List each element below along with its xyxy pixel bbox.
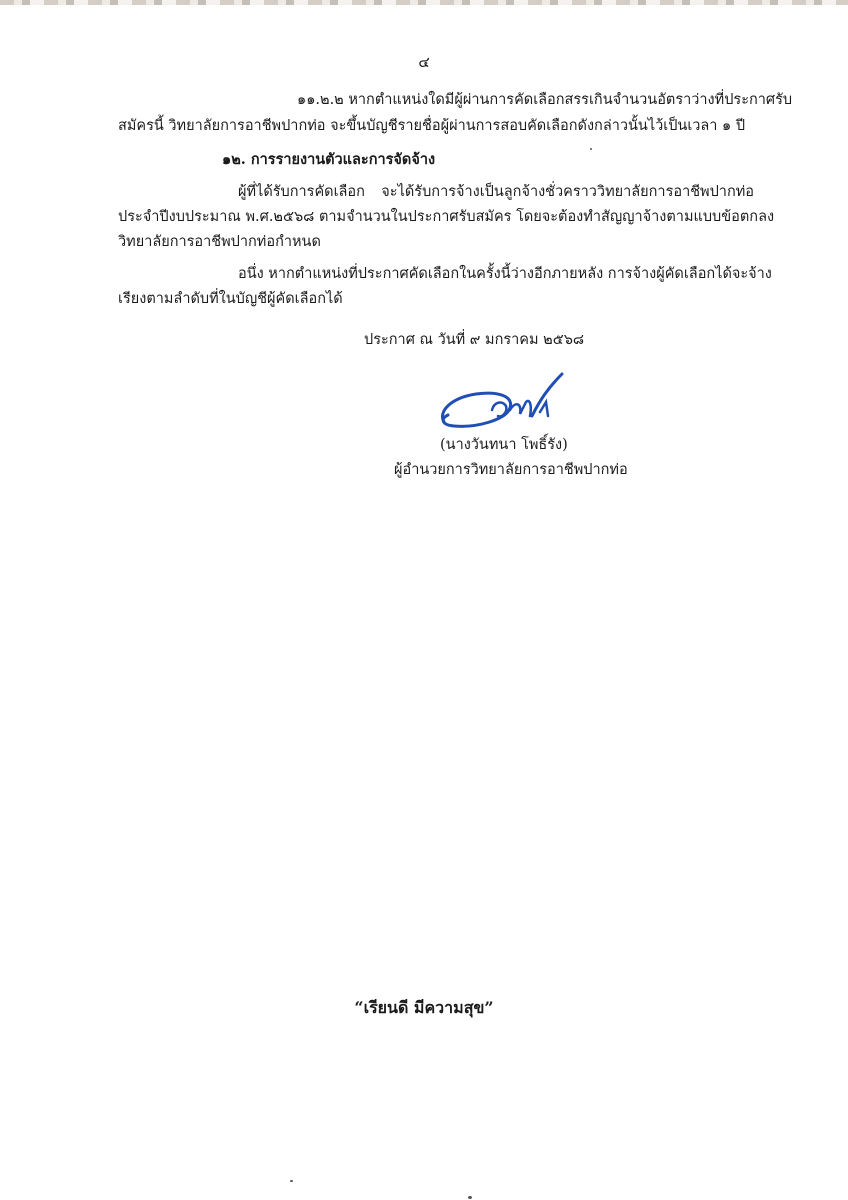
- section-12-para-2-line-2: เรียงตามลำดับที่ในบัญชีผู้คัดเลือกได้: [118, 291, 343, 307]
- announcement-date: ประกาศ ณ วันที่ ๙ มกราคม ๒๕๖๘: [364, 332, 585, 348]
- section-12-heading: ๑๒. การรายงานตัวและการจัดจ้าง: [222, 151, 436, 168]
- scan-speck: [290, 1180, 293, 1182]
- section-12-para-1-line-2: ประจำปีงบประมาณ พ.ศ.๒๕๖๘ ตามจำนวนในประกาศรับสมัคร โดยจะต้องทำสัญญาจ้างตามแบบข้อตกลง: [118, 209, 775, 225]
- clause-11-2-2-line-1: ๑๑.๒.๒ หากตำแหน่งใดมีผู้ผ่านการคัดเลือกสรรเกินจำนวนอัตราว่างที่ประกาศรับ: [297, 92, 793, 108]
- signatory-position: ผู้อำนวยการวิทยาลัยการอาชีพปากท่อ: [394, 462, 628, 478]
- closing-motto: “เรียนดี มีความสุข”: [354, 998, 494, 1017]
- section-12-para-1-line-3: วิทยาลัยการอาชีพปากท่อกำหนด: [118, 234, 321, 250]
- page-number: ๔: [418, 53, 430, 71]
- signatory-name: (นางวันทนา โพธิ์รัง): [440, 437, 568, 453]
- section-12-para-1-line-1: ผู้ที่ได้รับการคัดเลือก จะได้รับการจ้างเป็นลูกจ้างชั่วคราววิทยาลัยการอาชีพปากท่อ: [238, 184, 754, 200]
- handwritten-signature: [436, 372, 576, 442]
- clause-11-2-2-line-2: สมัครนี้ วิทยาลัยการอาชีพปากท่อ จะขึ้นบัญชีรายชื่อผู้ผ่านการสอบคัดเลือกดังกล่าวนั้นไว้เป็นเวลา ๑ ปี: [118, 118, 746, 134]
- section-12-para-2-line-1: อนึ่ง หากตำแหน่งที่ประกาศคัดเลือกในครั้งนี้ว่างอีกภายหลัง การจ้างผู้คัดเลือกได้จะจ้าง: [238, 266, 772, 282]
- scan-speck: [590, 148, 592, 150]
- scan-top-edge: [0, 0, 848, 5]
- scan-speck: [468, 1196, 472, 1199]
